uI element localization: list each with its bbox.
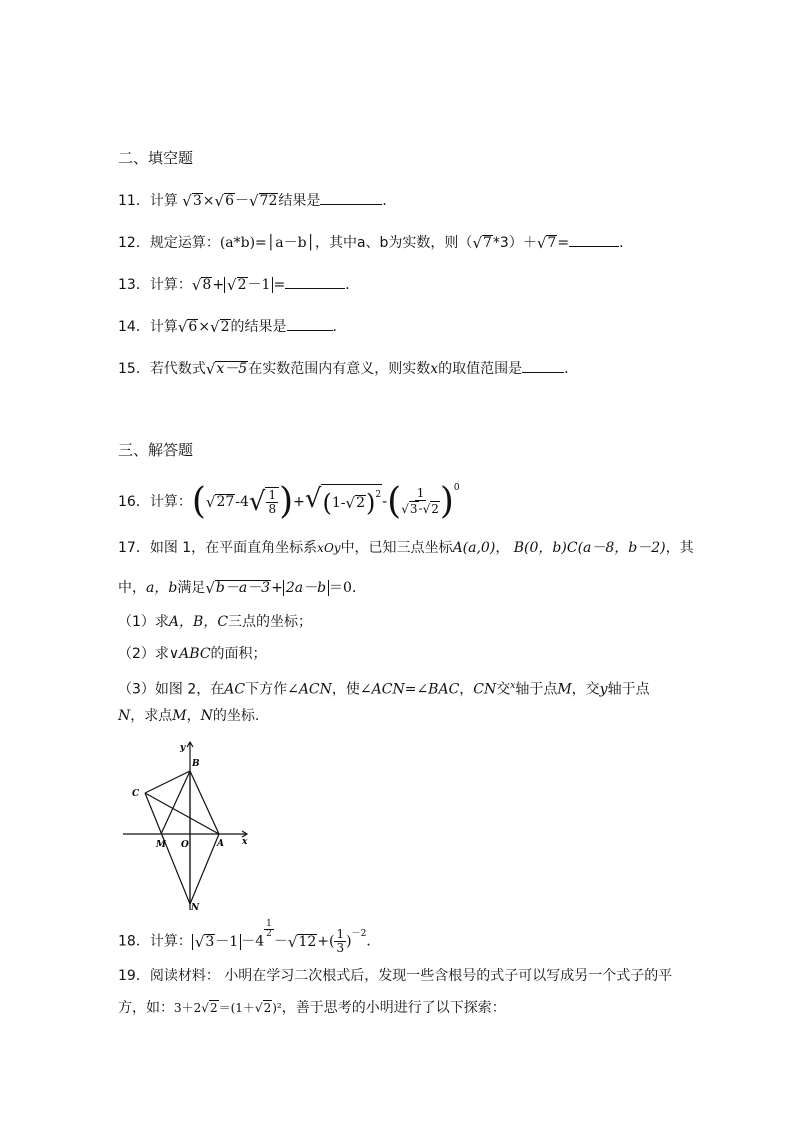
question-18 [118, 919, 381, 955]
question-17-part1: （1）求A，B，C三点的坐标； [118, 614, 313, 630]
question-12 [118, 232, 624, 253]
q11-number: 11． [118, 193, 150, 209]
q13-sqrt8: √ 8 [191, 276, 212, 294]
q15-var: x [430, 361, 439, 377]
q11-sqrt72: √ 72 [248, 192, 278, 210]
q15-end: ． [564, 361, 579, 377]
section-fill-in-title: 二、填空题 [118, 149, 194, 167]
q15-answer-blank[interactable] [522, 358, 564, 373]
q15-mid: 在实数范围内有意义，则实数 [248, 361, 431, 377]
segment-AN [190, 834, 219, 904]
y-axis-label: y [180, 743, 186, 753]
q16-exponent: 0 [453, 483, 460, 493]
q12-sqrt7a: √ 7 [472, 234, 492, 252]
question-14 [118, 316, 347, 337]
q16-frac-1-8: $\frac{1}{8}$ [268, 488, 277, 516]
q12-sqrt7b: √ 7 [536, 234, 557, 252]
segment-BA [190, 771, 219, 834]
q16-plus: + [293, 494, 305, 510]
question-11 [118, 190, 396, 211]
coordinate-figure [118, 738, 258, 916]
q18-end: ． [366, 933, 381, 950]
q11-answer-blank[interactable] [320, 190, 382, 205]
q18-plus: +( [317, 933, 335, 950]
q18-frac-1-3: $\frac{1}{3}$ [336, 927, 345, 955]
q14-sqrt2: √ 2 [210, 318, 230, 336]
point-C-label: C [132, 789, 140, 799]
q12-end: . [619, 235, 624, 251]
q15-suffix: 的取值范围是 [438, 361, 523, 377]
q18-close: ) [346, 933, 352, 950]
q13-prefix: 计算： [149, 277, 192, 293]
question-17-line1: 17．如图 1，在平面直角坐标系xOy中，已知三点坐标A(a,0)， B(0，b)C(a－8，b－2)，其 [118, 540, 694, 556]
q13-end: ． [345, 277, 360, 293]
section-answer-title: 三、解答题 [118, 441, 194, 459]
q11-suffix: 结果是 [278, 193, 321, 209]
q11-sqrt6: √ 6 [214, 192, 234, 210]
q12-mid: ，其中a、b为实数，则（ [314, 235, 473, 251]
q14-end: ． [332, 319, 347, 335]
question-17-part3-cont: N，求点M，N的坐标. [118, 708, 260, 724]
q11-end: ． [382, 193, 397, 209]
q13-number: 13． [118, 277, 150, 293]
q11-times: × [202, 193, 215, 209]
point-A-label: A [217, 839, 224, 849]
q18-prefix: 计算： [149, 933, 192, 950]
question-17-part2: （2）求∨ABC的面积； [118, 646, 267, 662]
q14-times: × [198, 319, 211, 335]
question-16: 16．计算：( √ 27 -4 √ $\frac{1}{8}$ )+ √ (1- √ 2 )$^2$ -( 1 √ 3 - √ 2 )$^0$ [118, 481, 460, 522]
q11-minus: － [234, 193, 249, 209]
question-19-line1: 19．阅读材料： 小明在学习二次根式后，发现一些含根号的式子可以写成另一个式子的平 [118, 968, 673, 984]
q18-minus4: －4 [241, 933, 265, 950]
q15-number: 15． [118, 361, 150, 377]
q16-frac-reciprocal: 1 √ 3 - √ 2 [401, 486, 439, 516]
question-17-part3: （3）如图 2，在AC下方作∠ACN，使∠ACN=∠BAC，CN交$^x$轴于点M，交y轴于点 [118, 681, 650, 698]
q12-prefix: 规定运算： [149, 235, 220, 251]
point-O-label: O [181, 840, 189, 850]
x-axis-label: x [242, 837, 248, 847]
q15-sqrt-x-5: √ x－5 [205, 360, 248, 378]
q13-abs: √ 2 －1 [224, 277, 273, 293]
q14-prefix: 计算 [149, 319, 178, 335]
q18-minus: － [273, 933, 288, 950]
q13-plus: + [212, 277, 225, 293]
question-15 [118, 358, 578, 379]
q12-eq: = [557, 235, 570, 251]
q13-eq: = [273, 277, 286, 293]
point-N-label: N [191, 903, 200, 913]
q18-abs: √ 3 －1 [192, 934, 241, 950]
question-19-line2: 方，如：3＋2 √ 2 ＝(1＋ √ 2 )²，善于思考的小明进行了以下探索： [118, 1000, 506, 1016]
q18-number: 18． [118, 933, 150, 950]
q12-number: 12． [118, 235, 150, 251]
q16-number: 16． [118, 494, 150, 510]
q16-minus4: -4 [235, 494, 249, 510]
q12-op: *3）＋ [492, 235, 537, 251]
segment-CA [145, 793, 219, 834]
q16-minus: - [382, 494, 388, 510]
q14-suffix: 的结果是 [230, 319, 287, 335]
q11-sqrt3: √ 3 [182, 192, 202, 210]
q14-number: 14． [118, 319, 150, 335]
segment-BM [161, 771, 190, 834]
q13-answer-blank[interactable] [285, 274, 345, 289]
q14-answer-blank[interactable] [287, 316, 333, 331]
question-17-line2: 中，a，b满足 √ b－a－3 + 2a－b ＝0． [118, 579, 366, 597]
q18-exp: －2 [351, 929, 367, 939]
point-B-label: B [192, 759, 200, 769]
q15-prefix: 若代数式 [149, 361, 206, 377]
q14-sqrt6: √ 6 [177, 318, 198, 336]
q11-prefix: 计算 [149, 193, 178, 209]
q16-sqrt-square: √ (1- √ 2 )$^2$ [305, 484, 382, 521]
q12-answer-blank[interactable] [569, 232, 619, 247]
point-M-label: M [156, 840, 166, 850]
q18-sqrt12: √ 12 [287, 932, 317, 951]
segment-CB [145, 771, 190, 793]
q12-definition: (a*b)=│a－b│ [219, 235, 315, 251]
q16-prefix: 计算： [149, 494, 192, 510]
q16-sqrt27: 27 [216, 494, 235, 510]
q18-exp-half: $\frac{1}{2}$ [266, 919, 272, 939]
question-13 [118, 274, 359, 295]
